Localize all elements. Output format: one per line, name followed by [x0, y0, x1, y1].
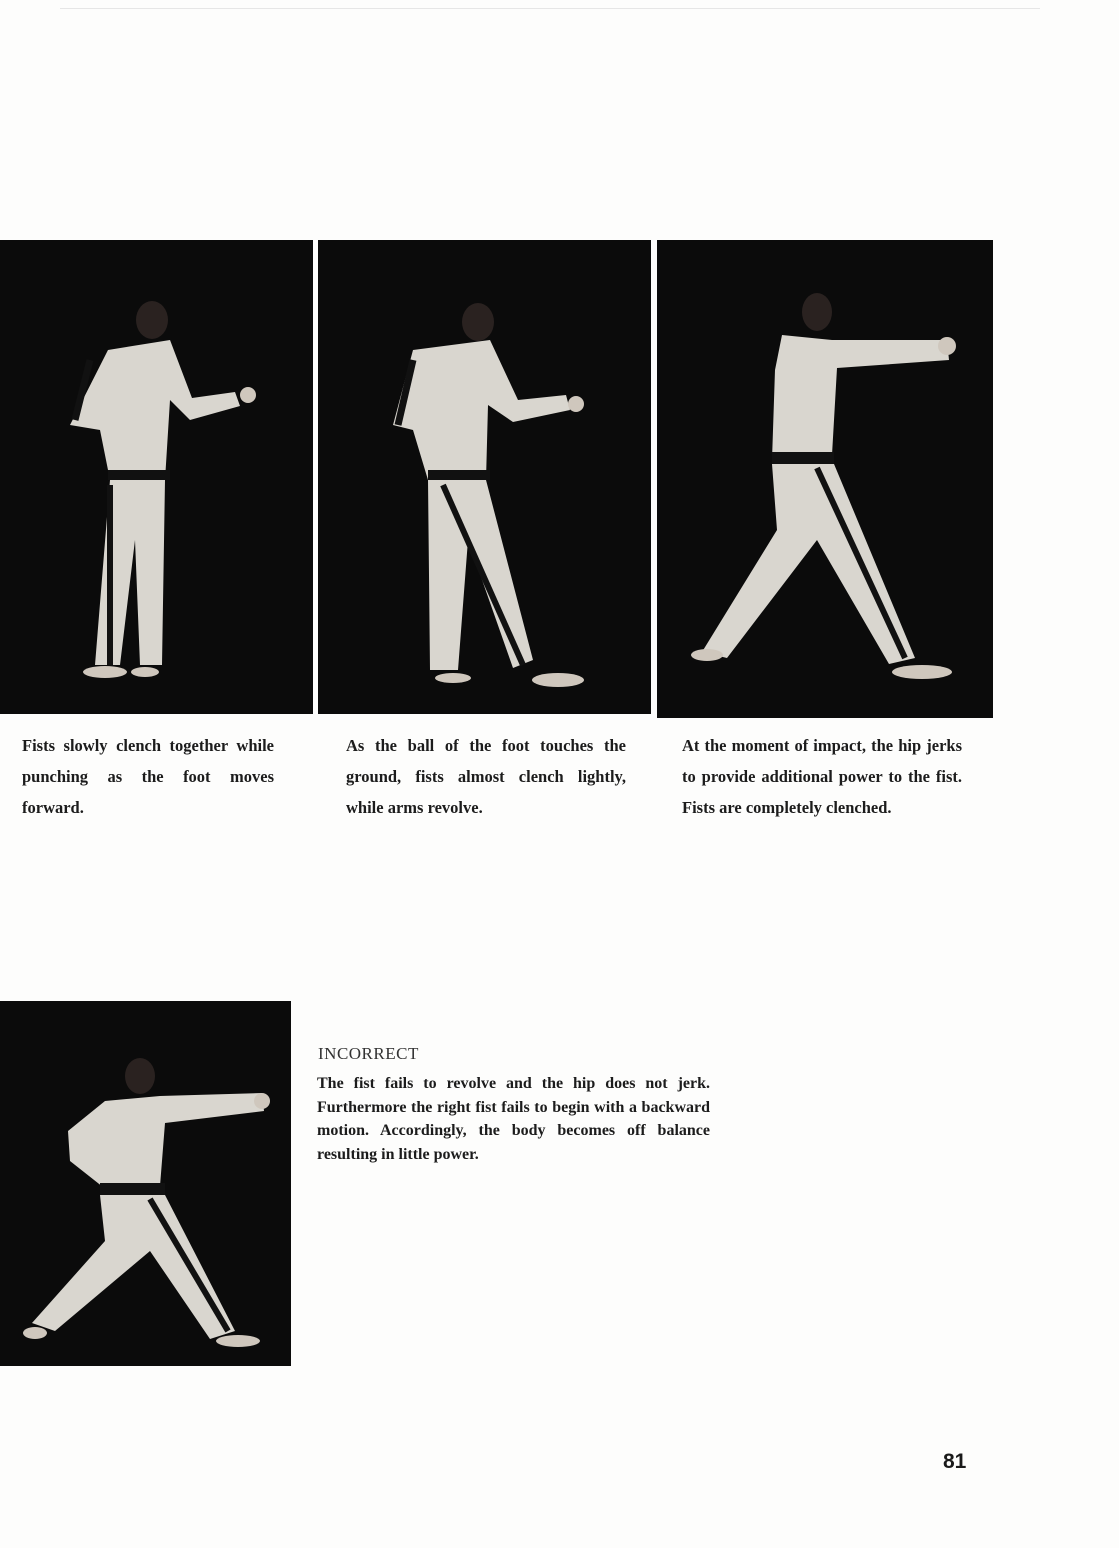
scan-edge-line	[60, 8, 1040, 9]
caption-step-2: As the ball of the foot touches the ground, fists almost clench lightly, while arms revolve.	[346, 736, 626, 817]
photo-step-1	[0, 240, 313, 714]
incorrect-description: The fist fails to revolve and the hip does not jerk. Furthermore the right fist fails to begin with a backward motion. Accordingly, the body becomes off balance resulting in little power.	[317, 1075, 710, 1163]
page-number: 81	[943, 1450, 967, 1473]
martial-artist-figure-step-2	[318, 240, 651, 714]
martial-artist-figure-incorrect	[0, 1001, 291, 1366]
caption-step-3: At the moment of impact, the hip jerks to provide additional power to the fist. Fists are completely clenched.	[682, 736, 962, 817]
caption-step-1: Fists slowly clench together while punching as the foot moves forward.	[22, 736, 274, 817]
martial-artist-figure-step-1	[0, 240, 313, 714]
photo-step-2	[318, 240, 651, 714]
incorrect-heading: INCORRECT	[318, 1044, 419, 1063]
photo-incorrect	[0, 1001, 291, 1366]
photo-step-3	[657, 240, 993, 718]
martial-artist-figure-step-3	[657, 240, 993, 718]
